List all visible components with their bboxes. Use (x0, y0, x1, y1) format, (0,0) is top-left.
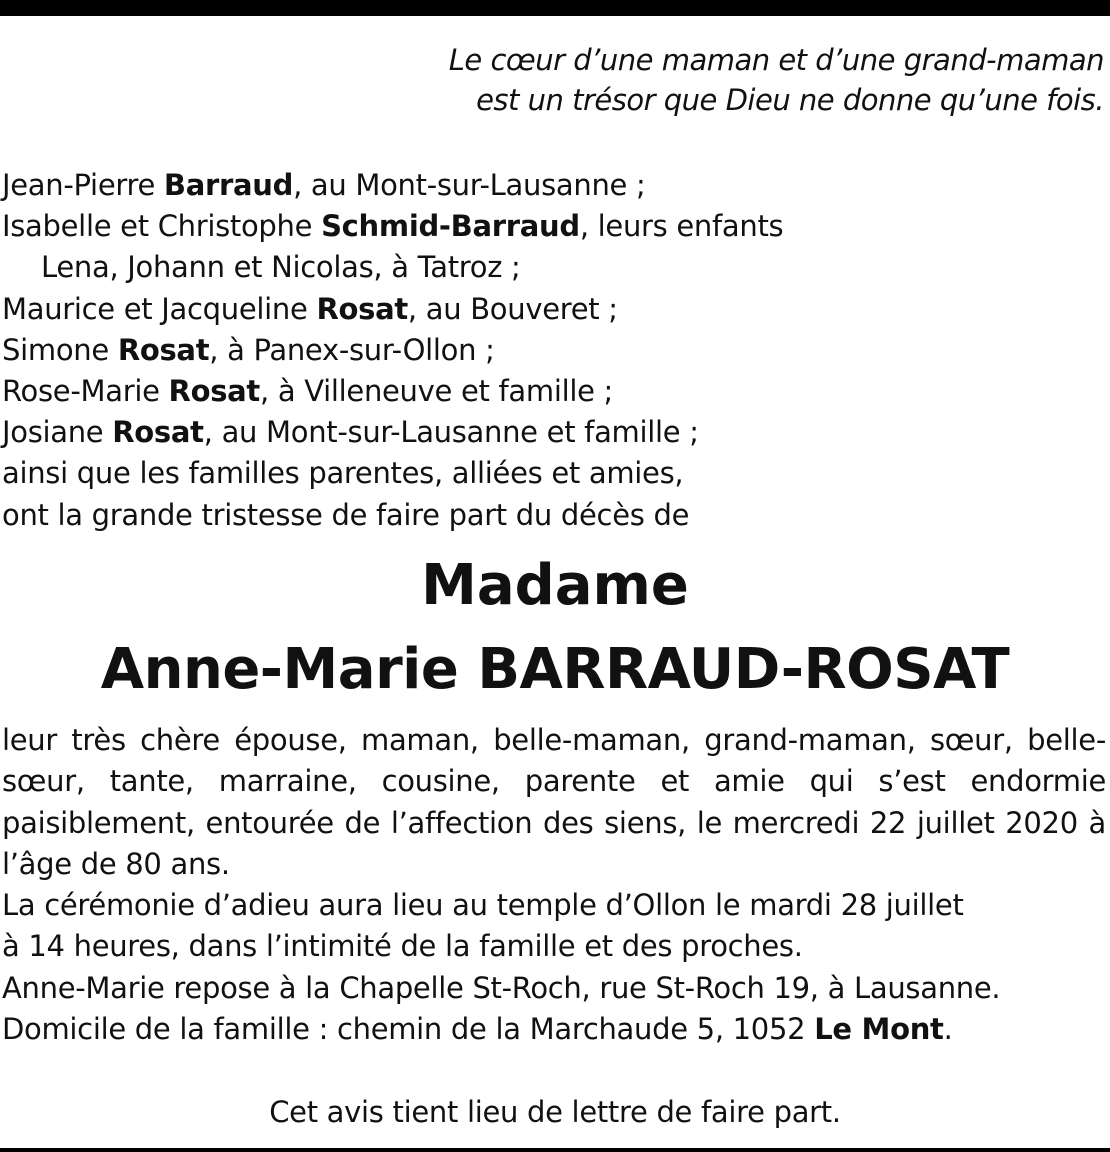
epigraph (449, 40, 1104, 120)
family-surname: Rosat (112, 415, 204, 450)
deceased-biography: leur très chère épouse, maman, belle-maman, grand-maman, sœur, belle-sœur, tante, marraine, cousine, parente et amie qui s’est endormie paisiblement, entourée de l’affection des siens, le mercredi 22 juillet 2020 à l’âge de 80 ans. (2, 723, 1106, 881)
deceased-name: Anne-Marie BARRAUD-ROSAT (100, 637, 1010, 702)
family-first-names: Jean-Pierre (2, 168, 164, 202)
domicile-period: . (943, 1011, 953, 1046)
family-surname: Schmid-Barraud (321, 209, 580, 244)
family-line (2, 371, 783, 412)
family-line (2, 165, 783, 206)
family-domicile (2, 1009, 1000, 1050)
family-location: , au Mont-sur-Lausanne et famille ; (203, 415, 699, 450)
family-line-grandchildren: Lena, Johann et Nicolas, à Tatroz ; (41, 250, 521, 285)
family-line (2, 412, 783, 453)
ceremony-details (2, 885, 1000, 1050)
family-list (2, 165, 783, 536)
epigraph-line-1: Le cœur d’une maman et d’une grand-maman (448, 43, 1104, 77)
family-line (2, 330, 783, 371)
family-surname: Barraud (163, 168, 294, 202)
family-first-names: Simone (2, 332, 118, 367)
bottom-rule (0, 1148, 1110, 1152)
ceremony-line-2: à 14 heures, dans l’intimité de la famille et des proches. (2, 929, 803, 964)
ceremony-line-1: La cérémonie d’adieu aura lieu au temple d’Ollon le mardi 28 juillet (2, 888, 964, 922)
footer-note: Cet avis tient lieu de lettre de faire part. (269, 1095, 841, 1129)
family-surname: Rosat (117, 332, 210, 367)
deceased-title: Madame (421, 553, 689, 618)
family-closing-line: ainsi que les familles parentes, alliées et amies, (2, 456, 684, 491)
top-rule (0, 0, 1110, 16)
family-location: , à Villeneuve et famille ; (260, 374, 614, 409)
domicile-town: Le Mont (814, 1011, 944, 1046)
family-surname: Rosat (168, 374, 260, 409)
family-first-names: Josiane (2, 415, 113, 450)
announcement-line: ont la grande tristesse de faire part du décès de (2, 497, 690, 532)
family-first-names: Maurice et Jacqueline (2, 291, 317, 326)
epigraph-line-2: est un trésor que Dieu ne donne qu’une fois. (476, 83, 1104, 117)
family-location: , au Bouveret ; (407, 291, 618, 326)
family-location: , au Mont-sur-Lausanne ; (293, 168, 646, 202)
family-location: , leurs enfants (579, 209, 784, 244)
family-location: , à Panex-sur-Ollon ; (209, 332, 495, 367)
family-line (2, 206, 783, 247)
domicile-address: Domicile de la famille : chemin de la Marchaude 5, 1052 (2, 1011, 815, 1046)
family-first-names: Isabelle et Christophe (2, 209, 322, 244)
family-first-names: Rose-Marie (2, 374, 169, 409)
family-surname: Rosat (316, 291, 408, 326)
rest-location: Anne-Marie repose à la Chapelle St-Roch, rue St-Roch 19, à Lausanne. (2, 970, 1001, 1005)
family-line (2, 289, 783, 330)
